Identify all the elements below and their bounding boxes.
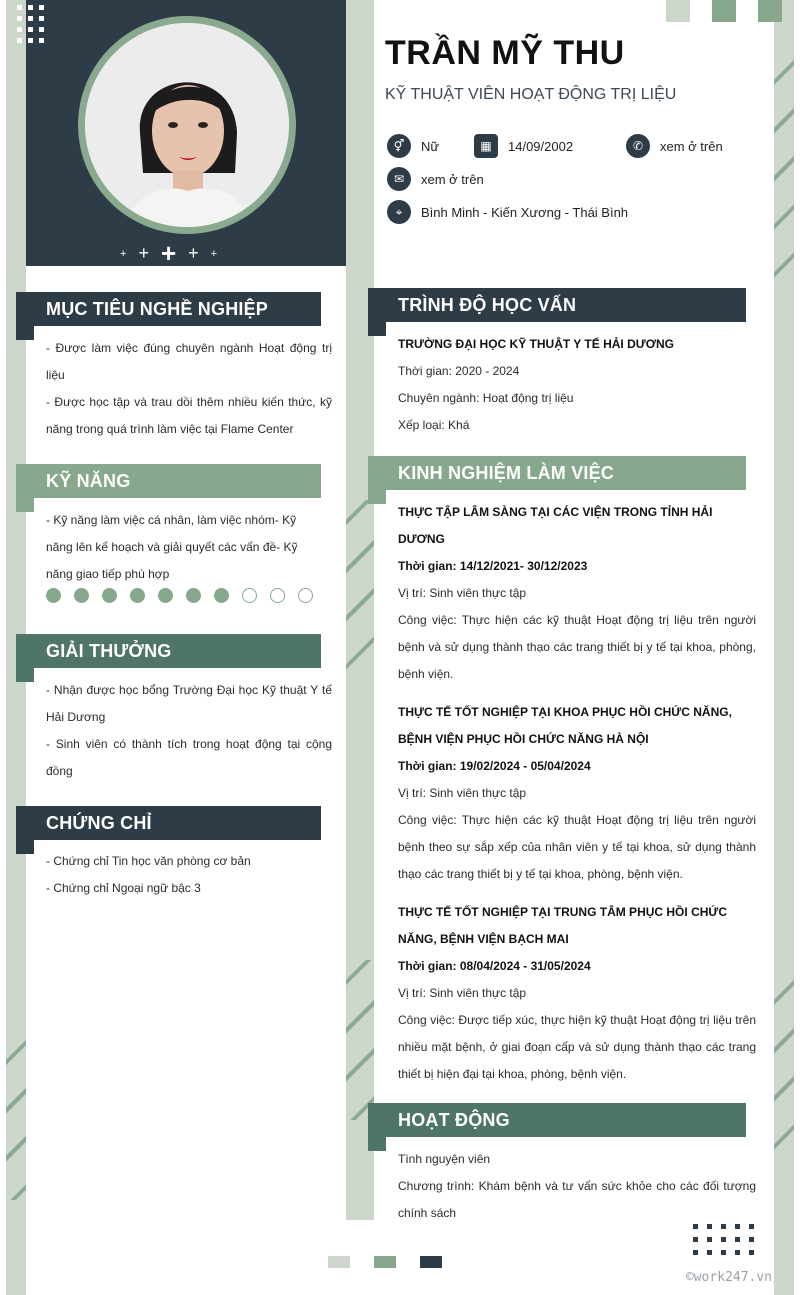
plus-decoration: + + + + + xyxy=(120,238,218,268)
rating-dot-filled xyxy=(102,588,117,603)
activity-program: Chương trình: Khám bệnh và tư vấn sức khỏe cho các đối tượng chính sách xyxy=(398,1179,756,1220)
education-block xyxy=(398,331,756,439)
education-heading: TRÌNH ĐỘ HỌC VẤN xyxy=(368,288,746,322)
experience-item xyxy=(398,699,756,888)
email-value: xem ở trên xyxy=(421,171,484,187)
rating-dot-filled xyxy=(186,588,201,603)
bottom-square-2 xyxy=(374,1256,396,1268)
experience-org: THỰC TẾ TỐT NGHIỆP TẠI TRUNG TÂM PHỤC HỒI CHỨC NĂNG, BỆNH VIỆN BẠCH MAI xyxy=(398,905,728,946)
certs-heading: CHỨNG CHỈ xyxy=(16,806,321,840)
certs-text xyxy=(46,848,332,902)
phone-icon: ✆ xyxy=(626,134,650,158)
info-dob xyxy=(474,134,573,158)
objective-line: - Được làm việc đúng chuyên ngành Hoạt động trị liệu xyxy=(46,341,332,382)
avatar xyxy=(85,23,289,227)
rating-dot-empty xyxy=(298,588,313,603)
activities-heading: HOẠT ĐỘNG xyxy=(368,1103,746,1137)
skills-tab xyxy=(16,496,34,512)
left-hatch xyxy=(6,1040,26,1200)
portrait-image xyxy=(85,23,289,227)
middle-hatch-top xyxy=(346,500,374,670)
right-hatch-top xyxy=(774,60,794,280)
watermark: ©work247.vn xyxy=(685,1270,772,1285)
phone-value: xem ở trên xyxy=(660,138,723,154)
experience-heading: KINH NGHIỆM LÀM VIỆC xyxy=(368,456,746,490)
experience-time: Thời gian: 19/02/2024 - 05/04/2024 xyxy=(398,759,591,773)
activities-block xyxy=(398,1146,756,1227)
education-grade: Xếp loại: Khá xyxy=(398,418,470,432)
awards-heading: GIẢI THƯỞNG xyxy=(16,634,321,668)
gender-value: Nữ xyxy=(421,138,440,154)
activity-role: Tình nguyện viên xyxy=(398,1152,491,1166)
school-name: TRƯỜNG ĐẠI HỌC KỸ THUẬT Y TẾ HẢI DƯƠNG xyxy=(398,337,674,351)
experience-block xyxy=(398,499,756,1088)
rating-dot-filled xyxy=(130,588,145,603)
experience-time: Thời gian: 08/04/2024 - 31/05/2024 xyxy=(398,959,591,973)
bottom-square-1 xyxy=(328,1256,350,1268)
experience-org: THỰC TẾ TỐT NGHIỆP TẠI KHOA PHỤC HỒI CHỨC NĂNG, BỆNH VIỆN PHỤC HỒI CHỨC NĂNG HÀ NỘI xyxy=(398,705,732,746)
rating-dot-filled xyxy=(214,588,229,603)
info-email xyxy=(387,167,484,191)
education-tab xyxy=(368,320,386,336)
dob-value: 14/09/2002 xyxy=(508,138,574,154)
experience-position: Vị trí: Sinh viên thực tập xyxy=(398,786,527,800)
right-hatch-bottom xyxy=(774,980,794,1150)
gender-icon: ⚥ xyxy=(387,134,411,158)
education-time: Thời gian: 2020 - 2024 xyxy=(398,364,520,378)
deco-square-3 xyxy=(758,0,782,22)
rating-dot-filled xyxy=(74,588,89,603)
info-phone xyxy=(626,134,723,158)
activities-tab xyxy=(368,1135,386,1151)
dot-grid-decoration xyxy=(17,5,44,43)
award-line: - Sinh viên có thành tích trong hoạt động tại cộng đồng xyxy=(46,737,332,778)
objective-heading: MỤC TIÊU NGHỀ NGHIỆP xyxy=(16,292,321,326)
experience-org: THỰC TẬP LÂM SÀNG TẠI CÁC VIỆN TRONG TỈNH HẢI DƯƠNG xyxy=(398,505,713,546)
certs-tab xyxy=(16,838,34,854)
objective-text xyxy=(46,335,332,443)
info-gender xyxy=(387,134,439,158)
job-title: KỸ THUẬT VIÊN HOẠT ĐỘNG TRỊ LIỆU xyxy=(385,86,677,103)
experience-desc: Công việc: Thực hiện các kỹ thuật Hoạt động trị liệu trên người bệnh và sử dụng thành thạo các trang thiết bị y tế tại khoa, phòng, bệnh viện. xyxy=(398,613,756,681)
bottom-square-3 xyxy=(420,1256,442,1268)
skill-rating xyxy=(46,588,313,603)
award-line: - Nhận được học bổng Trường Đại học Kỹ thuật Y tế Hải Dương xyxy=(46,683,332,724)
skills-text xyxy=(46,507,316,588)
location-icon: ⌖ xyxy=(387,200,411,224)
objective-tab xyxy=(16,324,34,340)
calendar-icon: ▦ xyxy=(474,134,498,158)
address-value: Bình Minh - Kiến Xương - Thái Bình xyxy=(421,204,629,220)
rating-dot-filled xyxy=(46,588,61,603)
awards-tab xyxy=(16,666,34,682)
education-major: Chuyên ngành: Hoạt động trị liệu xyxy=(398,391,574,405)
experience-tab xyxy=(368,488,386,504)
cert-line: - Chứng chỉ Tin học văn phòng cơ bản xyxy=(46,854,251,868)
cert-line: - Chứng chỉ Ngoại ngữ bậc 3 xyxy=(46,881,201,895)
experience-time: Thời gian: 14/12/2021- 30/12/2023 xyxy=(398,559,588,573)
rating-dot-filled xyxy=(158,588,173,603)
experience-desc: Công việc: Thực hiện các kỹ thuật Hoạt động trị liệu trên người bệnh theo sự sắp xếp của nhân viên y tế tại khoa, sử dụng thành thạo các trang thiết bị y tế tại khoa, phòng, bệnh viện. xyxy=(398,813,756,881)
experience-item xyxy=(398,899,756,1088)
experience-position: Vị trí: Sinh viên thực tập xyxy=(398,586,527,600)
experience-desc: Công việc: Được tiếp xúc, thực hiện kỹ thuật Hoạt động trị liệu trên nhiều mặt bệnh, ở giai đoạn cấp và sử dụng thành thạo các trang thiết bị hiện đại tại khoa, phòng, bệnh viện. xyxy=(398,1013,756,1081)
experience-item xyxy=(398,499,756,688)
bottom-dot-grid xyxy=(693,1224,754,1255)
experience-position: Vị trí: Sinh viên thực tập xyxy=(398,986,527,1000)
awards-text xyxy=(46,677,332,785)
skills-heading: KỸ NĂNG xyxy=(16,464,321,498)
info-address xyxy=(387,200,628,224)
objective-line: - Được học tập và trau dồi thêm nhiều kiến thức, kỹ năng trong quá trình làm việc tại Flame Center xyxy=(46,395,332,436)
candidate-name: TRẦN MỸ THU xyxy=(385,34,625,72)
avatar-frame xyxy=(78,16,296,234)
rating-dot-empty xyxy=(270,588,285,603)
deco-square-2 xyxy=(712,0,736,22)
skills-line: - Kỹ năng làm việc cá nhân, làm việc nhóm- Kỹ năng lên kế hoạch và giải quyết các vấn đề- Kỹ năng giao tiếp phù hợp xyxy=(46,513,298,581)
deco-square-1 xyxy=(666,0,690,22)
rating-dot-empty xyxy=(242,588,257,603)
email-icon: ✉ xyxy=(387,167,411,191)
middle-hatch-bottom xyxy=(346,960,374,1120)
